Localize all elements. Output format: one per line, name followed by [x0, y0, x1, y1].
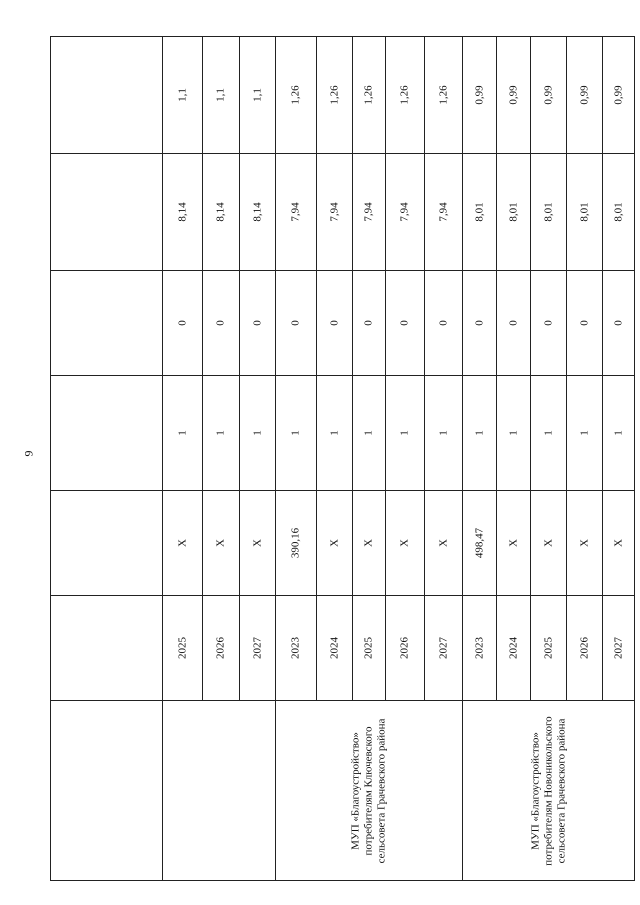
- table-cell-value: [163, 491, 203, 596]
- value-text: Х: [328, 539, 340, 547]
- year-text: 2027: [437, 637, 449, 659]
- year-text: 2026: [398, 637, 411, 659]
- column-organization: [51, 701, 635, 881]
- table-cell-count: [567, 376, 603, 491]
- rate-text: 8,01: [542, 202, 554, 222]
- value-text: Х: [214, 539, 227, 547]
- table-cell-zero: [497, 271, 531, 376]
- table-cell-year: [353, 596, 386, 701]
- zero-text: 0: [507, 320, 519, 326]
- table-cell-year: [567, 596, 603, 701]
- zero-text: 0: [542, 320, 554, 326]
- organization-label: МУП «Благоустройство» потребителям Ключевского сельсовета Грачевского района: [349, 718, 388, 863]
- count-text: 1: [507, 430, 519, 436]
- table-cell-rate: [203, 154, 240, 271]
- table-cell-count: [497, 376, 531, 491]
- count-text: 1: [612, 430, 624, 436]
- coef-text: 1,1: [176, 88, 188, 102]
- table-cell-zero: [463, 271, 497, 376]
- table-cell-year: [531, 596, 567, 701]
- zero-text: 0: [289, 320, 302, 326]
- year-text: 2026: [578, 637, 590, 659]
- year-text: 2025: [362, 637, 375, 659]
- table-cell-coef: [497, 37, 531, 154]
- zero-text: 0: [214, 320, 227, 326]
- column-count: [51, 376, 635, 491]
- table-cell-zero: [531, 271, 567, 376]
- table-cell-year: [463, 596, 497, 701]
- coef-text: 0,99: [542, 85, 554, 105]
- coef-text: 1,1: [251, 88, 263, 102]
- table-cell-rate: [353, 154, 386, 271]
- count-text: 1: [289, 430, 302, 436]
- rate-text: 7,94: [437, 202, 449, 222]
- table-cell-value: [463, 491, 497, 596]
- count-text: 1: [362, 430, 375, 436]
- table-cell-rate: [317, 154, 353, 271]
- rate-text: 8,14: [214, 202, 227, 222]
- rate-text: 8,01: [507, 202, 519, 222]
- table-cell-value: [386, 491, 425, 596]
- table-cell-value: [531, 491, 567, 596]
- rate-text: 8,14: [176, 202, 188, 222]
- table-cell-year: [163, 596, 203, 701]
- count-text: 1: [578, 430, 590, 436]
- table-cell-rate: [463, 154, 497, 271]
- table-cell-coef: [463, 37, 497, 154]
- rate-text: 8,01: [473, 202, 485, 222]
- year-text: 2025: [542, 637, 554, 659]
- count-text: 1: [328, 430, 340, 436]
- year-text: 2027: [612, 637, 624, 659]
- table-cell-year: [425, 596, 463, 701]
- table-cell-coef: [567, 37, 603, 154]
- organization-cell: [276, 701, 463, 881]
- table-cell-value: [203, 491, 240, 596]
- table-cell-rate: [240, 154, 276, 271]
- table-cell-coef: [240, 37, 276, 154]
- table-cell-count: [317, 376, 353, 491]
- table-cell-coef: [163, 37, 203, 154]
- table-cell-coef: [353, 37, 386, 154]
- table-cell-year: [386, 596, 425, 701]
- tariff-table: [50, 36, 635, 881]
- table-cell-year: [276, 596, 317, 701]
- count-text: 1: [251, 430, 263, 436]
- coef-text: 1,26: [362, 85, 375, 105]
- coef-text: 1,26: [289, 85, 302, 105]
- zero-text: 0: [362, 320, 375, 326]
- organization-label: МУП «Благоустройство» потребителям Новоникольского сельсовета Грачевского района: [529, 715, 567, 866]
- table-cell-count: [240, 376, 276, 491]
- year-text: 2024: [328, 637, 340, 659]
- value-text: Х: [612, 539, 624, 547]
- table-cell-zero: [276, 271, 317, 376]
- table-cell-value: [276, 491, 317, 596]
- table-cell-year: [240, 596, 276, 701]
- rate-text: 7,94: [289, 202, 302, 222]
- table-cell-zero: [386, 271, 425, 376]
- rate-text: 8,01: [578, 202, 590, 222]
- count-text: 1: [437, 430, 449, 436]
- count-text: 1: [176, 430, 188, 436]
- count-text: 1: [398, 430, 411, 436]
- zero-text: 0: [398, 320, 411, 326]
- table-cell-zero: [603, 271, 635, 376]
- table-cell-year: [497, 596, 531, 701]
- coef-text: 1,26: [328, 85, 340, 105]
- table-cell-coef: [425, 37, 463, 154]
- rate-text: 7,94: [362, 202, 375, 222]
- table-cell-rate: [163, 154, 203, 271]
- table-cell-value: [567, 491, 603, 596]
- value-text: 390,16: [289, 527, 302, 559]
- org-corner-cell: [51, 701, 163, 881]
- table-cell-value: [317, 491, 353, 596]
- table-cell-coef: [386, 37, 425, 154]
- zero-text: 0: [578, 320, 590, 326]
- year-text: 2025: [176, 637, 188, 659]
- table-cell-count: [163, 376, 203, 491]
- rate-text: 8,14: [251, 202, 263, 222]
- org-spacer-cell: [51, 154, 163, 271]
- column-rate: [51, 154, 635, 271]
- table-cell-coef: [317, 37, 353, 154]
- table-cell-coef: [603, 37, 635, 154]
- column-value: [51, 491, 635, 596]
- table-cell-rate: [603, 154, 635, 271]
- rate-text: 8,01: [612, 202, 624, 222]
- zero-text: 0: [612, 320, 624, 326]
- table-cell-rate: [497, 154, 531, 271]
- value-text: Х: [542, 539, 554, 547]
- table-cell-year: [203, 596, 240, 701]
- year-text: 2023: [289, 637, 302, 659]
- coef-text: 0,99: [578, 85, 590, 105]
- table-cell-value: [353, 491, 386, 596]
- zero-text: 0: [328, 320, 340, 326]
- value-text: Х: [251, 539, 263, 547]
- coef-text: 0,99: [473, 85, 485, 105]
- organization-cell: [463, 701, 635, 881]
- table-cell-count: [386, 376, 425, 491]
- table-cell-rate: [386, 154, 425, 271]
- value-text: Х: [398, 539, 411, 547]
- rate-text: 7,94: [398, 202, 411, 222]
- coef-text: 1,26: [398, 85, 411, 105]
- value-text: 498,47: [473, 527, 485, 559]
- count-text: 1: [473, 430, 485, 436]
- value-text: Х: [176, 539, 188, 547]
- coef-text: 1,1: [214, 88, 227, 102]
- coef-text: 0,99: [507, 85, 519, 105]
- page-number: 9: [21, 450, 36, 457]
- table-cell-value: [240, 491, 276, 596]
- org-spacer-cell: [51, 271, 163, 376]
- table-cell-value: [603, 491, 635, 596]
- table-cell-year: [317, 596, 353, 701]
- table-cell-value: [425, 491, 463, 596]
- table-cell-count: [603, 376, 635, 491]
- table-cell-zero: [317, 271, 353, 376]
- coef-text: 1,26: [437, 85, 449, 105]
- table-cell-zero: [240, 271, 276, 376]
- table-cell-rate: [425, 154, 463, 271]
- org-spacer-cell: [51, 37, 163, 154]
- column-year: [51, 596, 635, 701]
- table-cell-year: [603, 596, 635, 701]
- table-cell-rate: [567, 154, 603, 271]
- table-cell-count: [463, 376, 497, 491]
- table-cell-zero: [353, 271, 386, 376]
- zero-text: 0: [473, 320, 485, 326]
- table-cell-count: [425, 376, 463, 491]
- column-coef: [51, 37, 635, 154]
- value-text: Х: [362, 539, 375, 547]
- organization-cell: [163, 701, 276, 881]
- year-text: 2026: [214, 637, 227, 659]
- table-cell-rate: [276, 154, 317, 271]
- coef-text: 0,99: [612, 85, 624, 105]
- table-cell-count: [276, 376, 317, 491]
- table-cell-coef: [276, 37, 317, 154]
- zero-text: 0: [251, 320, 263, 326]
- table-cell-rate: [531, 154, 567, 271]
- table-cell-value: [497, 491, 531, 596]
- year-text: 2024: [507, 637, 519, 659]
- year-text: 2027: [251, 637, 263, 659]
- table-cell-coef: [203, 37, 240, 154]
- zero-text: 0: [176, 320, 188, 326]
- value-text: Х: [437, 539, 449, 547]
- org-spacer-cell: [51, 491, 163, 596]
- table-cell-zero: [203, 271, 240, 376]
- table-cell-zero: [425, 271, 463, 376]
- table-cell-coef: [531, 37, 567, 154]
- org-spacer-cell: [51, 596, 163, 701]
- year-text: 2023: [473, 637, 485, 659]
- value-text: Х: [507, 539, 519, 547]
- zero-text: 0: [437, 320, 449, 326]
- table-cell-zero: [567, 271, 603, 376]
- column-zero: [51, 271, 635, 376]
- rate-text: 7,94: [328, 202, 340, 222]
- count-text: 1: [214, 430, 227, 436]
- table-cell-zero: [163, 271, 203, 376]
- table-cell-count: [531, 376, 567, 491]
- table-cell-count: [203, 376, 240, 491]
- value-text: Х: [578, 539, 590, 547]
- org-spacer-cell: [51, 376, 163, 491]
- count-text: 1: [542, 430, 554, 436]
- table-cell-count: [353, 376, 386, 491]
